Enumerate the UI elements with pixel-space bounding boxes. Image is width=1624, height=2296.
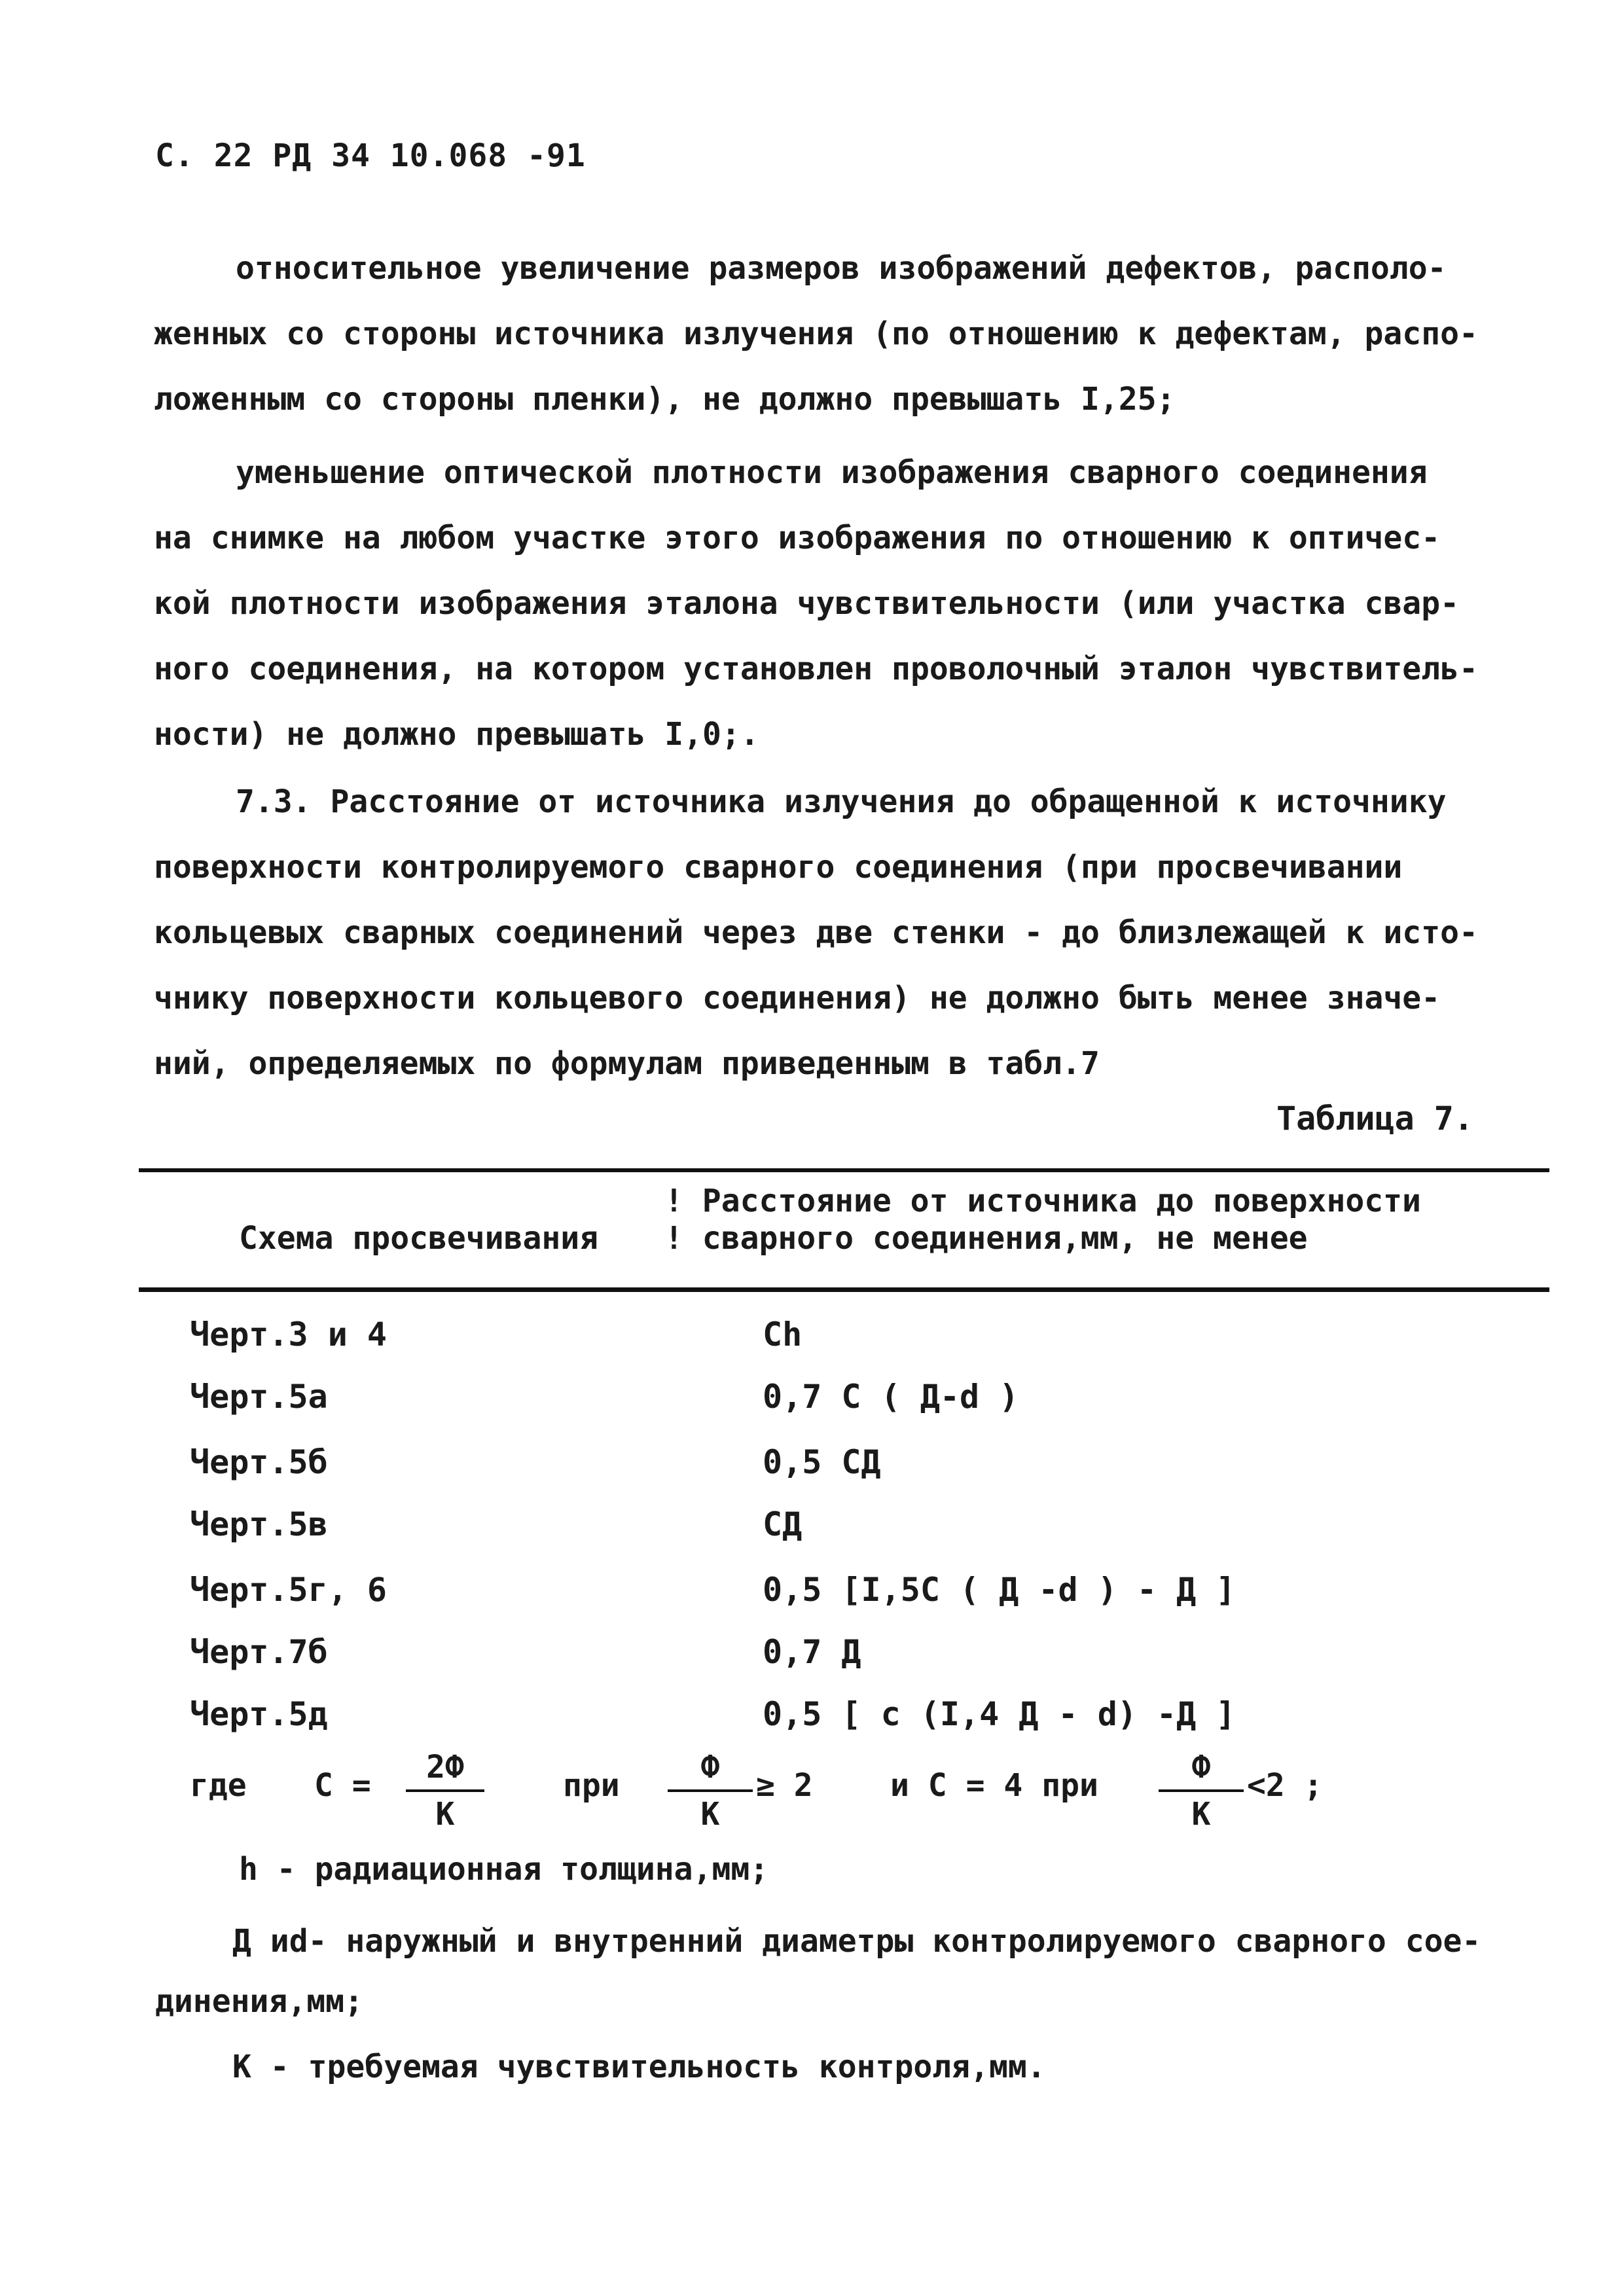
fraction-denominator: К	[1191, 1796, 1211, 1833]
table-row-formula: СД	[763, 1505, 803, 1543]
fraction-f-over-k	[668, 1749, 753, 1833]
paragraph-line: ности) не должно превышать I,0;.	[154, 716, 759, 753]
fraction-denominator: К	[435, 1796, 455, 1833]
fraction-numerator: Ф	[700, 1749, 720, 1785]
paragraph-3	[154, 769, 1542, 1096]
paragraph-line: уменьшение оптической плотности изображения сварного соединения	[236, 454, 1428, 491]
d-definition-line1: Д иd- наружный и внутренний диаметры контролируемого сварного сое-	[232, 1923, 1481, 1960]
paragraph-line: относительное увеличение размеров изображений дефектов, располо-	[236, 250, 1447, 287]
paragraph-line: на снимке на любом участке этого изображения по отношению к оптичес-	[154, 520, 1441, 556]
table-top-rule	[139, 1168, 1549, 1172]
table-caption: Таблица 7.	[1276, 1100, 1473, 1138]
fraction-denominator: К	[700, 1796, 720, 1833]
c-equals: С =	[314, 1767, 371, 1804]
fraction-f-over-k-2	[1159, 1749, 1244, 1833]
fraction-bar	[668, 1789, 753, 1792]
when-label: при	[563, 1767, 620, 1804]
paragraph-line: кольцевых сварных соединений через две стенки - до близлежащей к исто-	[154, 914, 1478, 951]
table-row-scheme: Черт.7б	[190, 1633, 328, 1671]
page-header: С. 22 РД 34 10.068 -91	[155, 137, 586, 174]
table-row-scheme: Черт.5д	[190, 1695, 328, 1733]
table-row-scheme: Черт.5а	[190, 1378, 328, 1416]
paragraph-1	[154, 236, 1542, 432]
paragraph-line: 7.3. Расстояние от источника излучения до обращенной к источнику	[236, 783, 1447, 820]
paragraph-line: поверхности контролируемого сварного соединения (при просвечивании	[154, 849, 1403, 886]
less-than-2: <2 ;	[1247, 1767, 1323, 1804]
d-definition-line2: динения,мм;	[155, 1983, 363, 2020]
paragraph-line: женных со стороны источника излучения (по отношению к дефектам, распо-	[154, 315, 1478, 352]
table-row-scheme: Черт.3 и 4	[190, 1316, 388, 1354]
table-row-formula: 0,5 [ с (I,4 Д - d) -Д ]	[763, 1695, 1236, 1733]
table-row-formula: 0,5 [I,5С ( Д -d ) - Д ]	[763, 1571, 1236, 1609]
fraction-2f-over-k	[406, 1749, 484, 1833]
greater-equal-2: ≥ 2	[756, 1767, 813, 1804]
paragraph-line: чнику поверхности кольцевого соединения) не должно быть менее значе-	[154, 980, 1441, 1016]
table-row-scheme: Черт.5г, 6	[190, 1571, 388, 1609]
fraction-bar	[1159, 1789, 1244, 1792]
where-label: где	[190, 1767, 247, 1804]
paragraph-line: ложенным со стороны пленки), не должно превышать I,25;	[154, 381, 1176, 418]
table-row-formula: 0,7 Д	[763, 1633, 861, 1671]
table-row-scheme: Черт.5б	[190, 1443, 328, 1481]
table-row-formula: 0,5 СД	[763, 1443, 881, 1481]
table-row-formula: 0,7 С ( Д-d )	[763, 1378, 1019, 1416]
fraction-numerator: Ф	[1191, 1749, 1211, 1785]
table-header-distance-line2: ! сварного соединения,мм, не менее	[664, 1220, 1308, 1257]
paragraph-line: кой плотности изображения эталона чувствительности (или участка свар-	[154, 585, 1459, 622]
paragraph-line: ного соединения, на котором установлен проволочный эталон чувствитель-	[154, 651, 1478, 687]
table-header-rule	[139, 1287, 1549, 1292]
fraction-numerator: 2Ф	[426, 1749, 464, 1785]
fraction-bar	[406, 1789, 484, 1792]
and-c-equals-4: и С = 4 при	[890, 1767, 1098, 1804]
h-definition: h - радиационная толщина,мм;	[239, 1851, 769, 1888]
paragraph-line: ний, определяемых по формулам приведенным в табл.7	[154, 1045, 1100, 1082]
k-definition: К - требуемая чувствительность контроля,мм.	[232, 2049, 1046, 2085]
table-header-distance-line1: ! Расстояние от источника до поверхности	[664, 1183, 1421, 1219]
table-row-formula: Сh	[763, 1316, 803, 1354]
table-header-scheme: Схема просвечивания	[239, 1220, 599, 1257]
paragraph-2	[154, 440, 1542, 767]
table-row-scheme: Черт.5в	[190, 1505, 328, 1543]
